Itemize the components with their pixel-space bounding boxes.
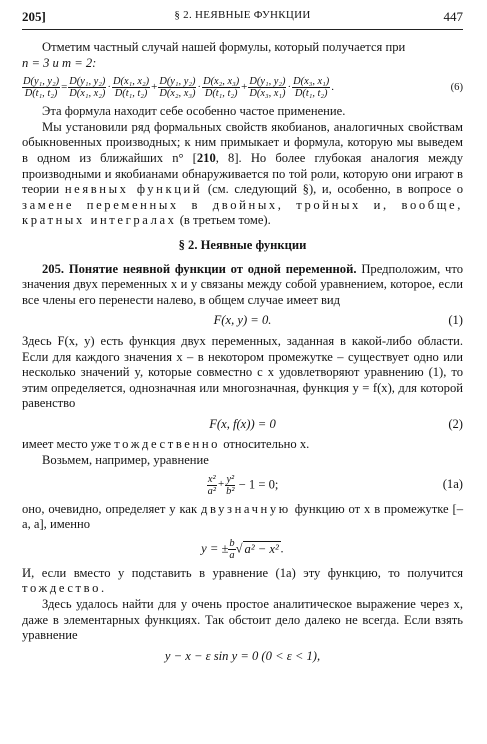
equation-number: (1) <box>448 313 463 328</box>
paragraph-here: Здесь F(x, y) есть функция двух переменных, заданная в какой-либо области. Если для каждого значения x – в некотором промежутке – существует одно или несколько значений y, которые совместно с x удовлетворяют уравнению (1), то этим определяется, однозначная или многозначная, функция y = f(x), для которой равенство <box>22 333 463 411</box>
spaced-emphasis: двузначную <box>201 501 291 516</box>
fraction: $\frac{\text{y²}}{\text{b²}}$ <box>226 473 235 497</box>
spaced-emphasis: замене переменных в двойных, тройных и, вообще, кратных интегралах <box>22 197 463 228</box>
citation-ref: 210 <box>196 150 216 165</box>
period: . <box>331 80 334 93</box>
formula-6 <box>22 76 463 99</box>
paragraph-defines: оно, очевидно, определяет y как двузначную функцию от x в промежутке [– a, a], именно <box>22 501 463 532</box>
intro-condition: n = 3 и m = 2: <box>22 55 97 70</box>
running-title: § 2. НЕЯВНЫЕ ФУНКЦИИ <box>174 9 311 21</box>
equation-2: F(x, f(x)) = 0 (2) <box>209 416 463 431</box>
spaced-emphasis: тождество <box>22 581 101 596</box>
paragraph-succeeded: Здесь удалось найти для y очень простое аналитическое выражение через x, даже в элементарных функциях. Так обстоит дело далеко не всегда. Если взять уравнение <box>22 597 463 643</box>
fraction: $\frac{\text{D(x₂, x₃)}}{\text{D(t₁, t₂)}}$ <box>203 76 240 100</box>
plus-sign: + <box>151 80 158 93</box>
page-body <box>22 40 463 669</box>
fraction: $\frac{\text{x²}}{\text{a²}}$ <box>207 473 216 497</box>
equation-y: y = ± $\frac{b}{a}$ √ a² − x² . <box>201 537 284 561</box>
fraction: $\frac{\text{D(y₁, y₂)}}{\text{D(x₁, x₂)}}$ <box>69 76 106 100</box>
running-header <box>22 9 463 29</box>
intro-paragraph <box>22 40 463 71</box>
intro-text: Отметим частный случай нашей формулы, который получается при <box>42 40 406 54</box>
plus-sign: + <box>217 478 225 491</box>
fraction: $\frac{b}{a}$ <box>229 537 235 561</box>
equation-number: (6) <box>450 81 463 93</box>
page-number: 447 <box>443 9 463 24</box>
fraction: $\frac{\text{D(y₁, y₂)}}{\text{D(x₃, x₁)}}$ <box>249 76 286 100</box>
paragraph-identity: имеет место уже тождественно относительно x. <box>22 437 310 452</box>
fraction: $\frac{\text{D(x₁, x₂)}}{\text{D(t₁, t₂)}}$ <box>113 76 150 100</box>
plus-sign: + <box>241 80 248 93</box>
page-section-ref: 205] <box>22 9 46 24</box>
paragraph-substitute: И, если вместо y подставить в уравнение (1a) эту функцию, то получится тождество. <box>22 565 463 596</box>
equation-number: (2) <box>448 416 463 431</box>
paragraph-example: Возьмем, например, уравнение <box>42 453 209 468</box>
equation-number: (1a) <box>442 477 463 492</box>
paragraph-properties: Мы установили ряд формальных свойств якобианов, аналогичных свойствам обыкновенных производных; к ним примыкает и формула, которую мы выведем в одном из ближайших n° [210, 8]. Но более глубокая аналогия между производными и якобианами обнаруживается по той роли, которую они играют в теории неявных функций (см. следующий §), и, особенно, в вопросе о замене переменных в двойных, тройных и, вообще, кратных интегралах (в третьем томе). <box>22 119 463 228</box>
fraction: $\frac{\text{D(y₁, y₂)}}{\text{D(t₁, t₂)}}$ <box>23 76 60 100</box>
fraction: $\frac{\text{D(y₁, y₂)}}{\text{D(x₂, x₃)}}$ <box>159 76 196 100</box>
spaced-emphasis: тождественно <box>114 437 221 452</box>
equals-sign: = <box>61 80 68 93</box>
paragraph-often: Эта формула находит себе особенно частое применение. <box>42 104 346 119</box>
equation-1: F(x, y) = 0. (1) <box>213 313 463 328</box>
section-heading: § 2. Неявные функции <box>178 237 307 252</box>
fraction: $\frac{\text{D(x₃, x₁)}}{\text{D(t₁, t₂)}}$ <box>293 76 330 100</box>
equation-last: y − x − ε sin y = 0 (0 < ε < 1), <box>164 648 321 663</box>
equation-1a: $\frac{\text{x²}}{\text{a²}}$ + $\frac{\text{y²}}{\text{b²}}$ − 1 = 0; (1a) <box>207 473 463 497</box>
dot-sign: · <box>287 80 292 93</box>
paragraph-205: 205. Понятие неявной функции от одной переменной. Предположим, что значения двух переменных x и y связаны между собой уравнением, которое, если все члены его перенести налево, в общем случае имеет вид <box>22 261 463 307</box>
header-rule <box>22 29 463 30</box>
subsection-heading: 205. Понятие неявной функции от одной переменной. <box>42 261 357 276</box>
spaced-emphasis: неявных функций <box>64 182 203 197</box>
dot-sign: · <box>197 80 202 93</box>
dot-sign: · <box>107 80 112 93</box>
